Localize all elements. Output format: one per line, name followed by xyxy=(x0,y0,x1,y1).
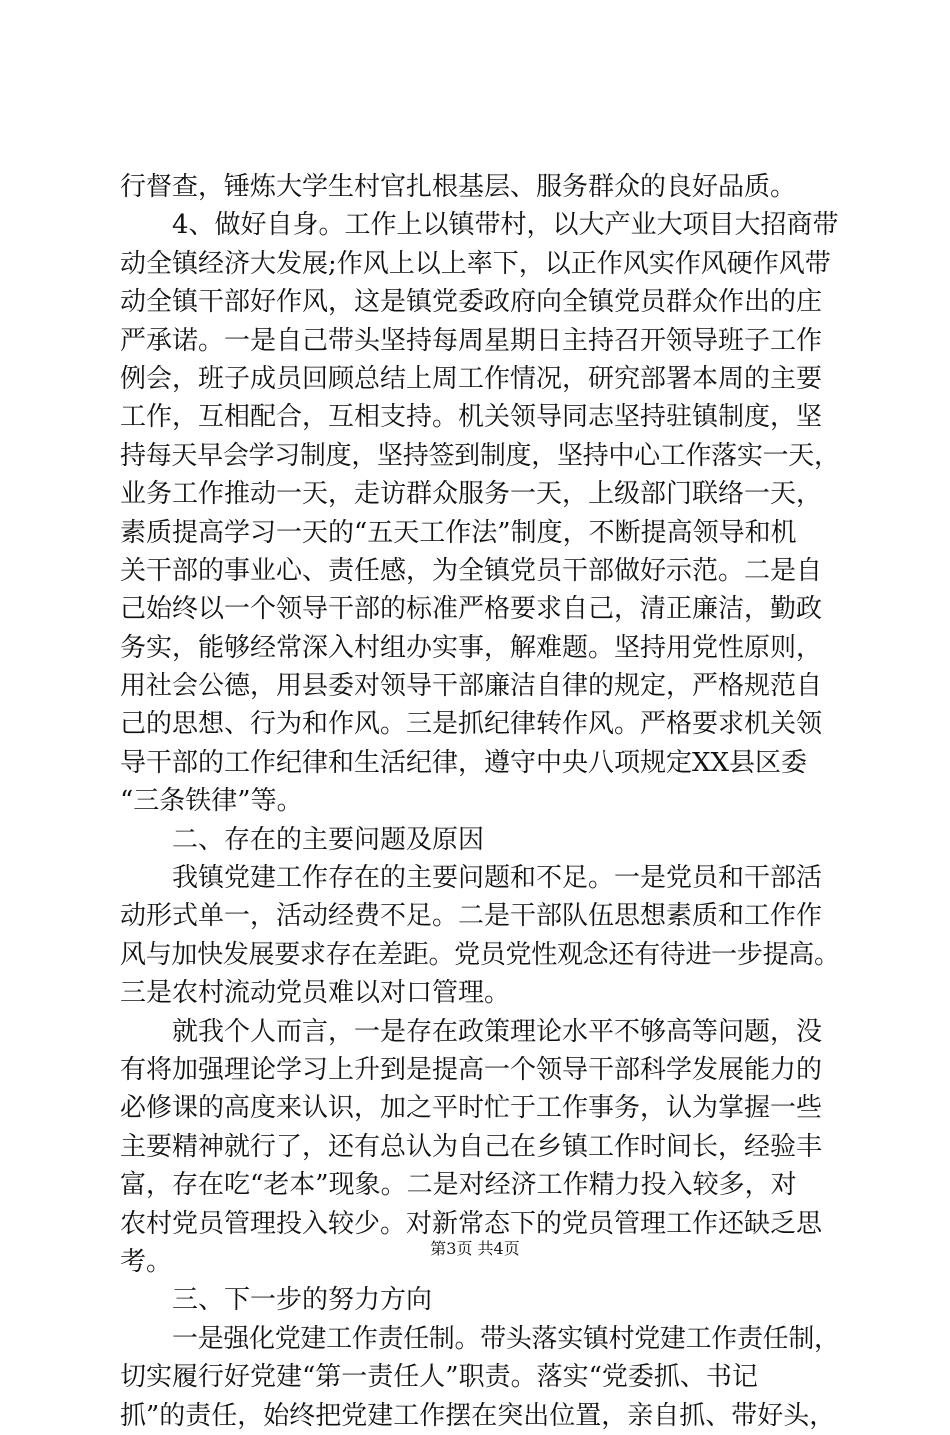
text-line: 素质提高学习一天的“五天工作法”制度，不断提高领导和机 xyxy=(120,517,797,548)
text-line: 抓”的责任，始终把党建工作摆在突出位置，亲自抓、带好头， xyxy=(120,1400,836,1431)
text-line: 切实履行好党建“第一责任人”职责。落实“党委抓、书记 xyxy=(120,1362,758,1393)
text-line: 三是农村流动党员难以对口管理。 xyxy=(120,978,511,1009)
text-line: 三、下一步的努力方向 xyxy=(172,1285,433,1316)
text-line: 业务工作推动一天，走访群众服务一天，上级部门联络一天， xyxy=(120,479,823,510)
text-line: 有将加强理论学习上升到是提高一个领导干部科学发展能力的 xyxy=(120,1054,823,1085)
text-line: 例会，班子成员回顾总结上周工作情况，研究部署本周的主要 xyxy=(120,363,823,394)
text-line: 严承诺。一是自己带头坚持每周星期日主持召开领导班子工作 xyxy=(120,325,823,356)
text-line: 动全镇干部好作风，这是镇党委政府向全镇党员群众作出的庄 xyxy=(120,287,823,318)
text-line: 就我个人而言，一是存在政策理论水平不够高等问题，没 xyxy=(172,1016,823,1047)
text-line: 己始终以一个领导干部的标准严格要求自己，清正廉洁，勤政 xyxy=(120,594,823,625)
text-line: 二、存在的主要问题及原因 xyxy=(172,824,485,855)
text-line: 农村党员管理投入较少。对新常态下的党员管理工作还缺乏思 xyxy=(120,1208,823,1239)
text-line: 动全镇经济大发展;作风上以上率下，以正作风实作风硬作风带 xyxy=(120,248,831,279)
text-line: 风与加快发展要求存在差距。党员党性观念还有待进一步提高。 xyxy=(120,939,840,970)
text-line: 主要精神就行了，还有总认为自己在乡镇工作时间长，经验丰 xyxy=(120,1131,823,1162)
text-line: 用社会公德，用县委对领导干部廉洁自律的规定，严格规范自 xyxy=(120,671,823,702)
text-line: “三条铁律”等。 xyxy=(120,786,303,817)
text-line: 一是强化党建工作责任制。带头落实镇村党建工作责任制， xyxy=(172,1323,840,1354)
text-line: 行督查，锤炼大学生村官扎根基层、服务群众的良好品质。 xyxy=(120,172,797,202)
text-line: 关干部的事业心、责任感，为全镇党员干部做好示范。二是自 xyxy=(120,555,823,586)
text-line: 务实，能够经常深入村组办实事，解难题。坚持用党性原则， xyxy=(120,632,823,663)
text-line: 工作，互相配合，互相支持。机关领导同志坚持驻镇制度，坚 xyxy=(120,402,823,433)
text-line: 4、做好自身。工作上以镇带村，以大产业大项目大招商带 xyxy=(172,210,839,241)
text-line: 考。 xyxy=(120,1246,173,1277)
text-line: 己的思想、行为和作风。三是抓纪律转作风。严格要求机关领 xyxy=(120,709,823,740)
text-line: 必修课的高度来认识，加之平时忙于工作事务，认为掌握一些 xyxy=(120,1093,823,1124)
text-line: 动形式单一，活动经费不足。二是干部队伍思想素质和工作作 xyxy=(120,901,823,932)
page-footer: 第3页 共4页 xyxy=(430,1239,520,1258)
text-line: 富，存在吃“老本”现象。二是对经济工作精力投入较多，对 xyxy=(120,1170,797,1201)
text-line: 导干部的工作纪律和生活纪律，遵守中央八项规定XX县区委 xyxy=(120,747,808,778)
text-line: 我镇党建工作存在的主要问题和不足。一是党员和干部活 xyxy=(172,863,823,894)
text-line: 持每天早会学习制度，坚持签到制度，坚持中心工作落实一天， xyxy=(120,440,840,471)
